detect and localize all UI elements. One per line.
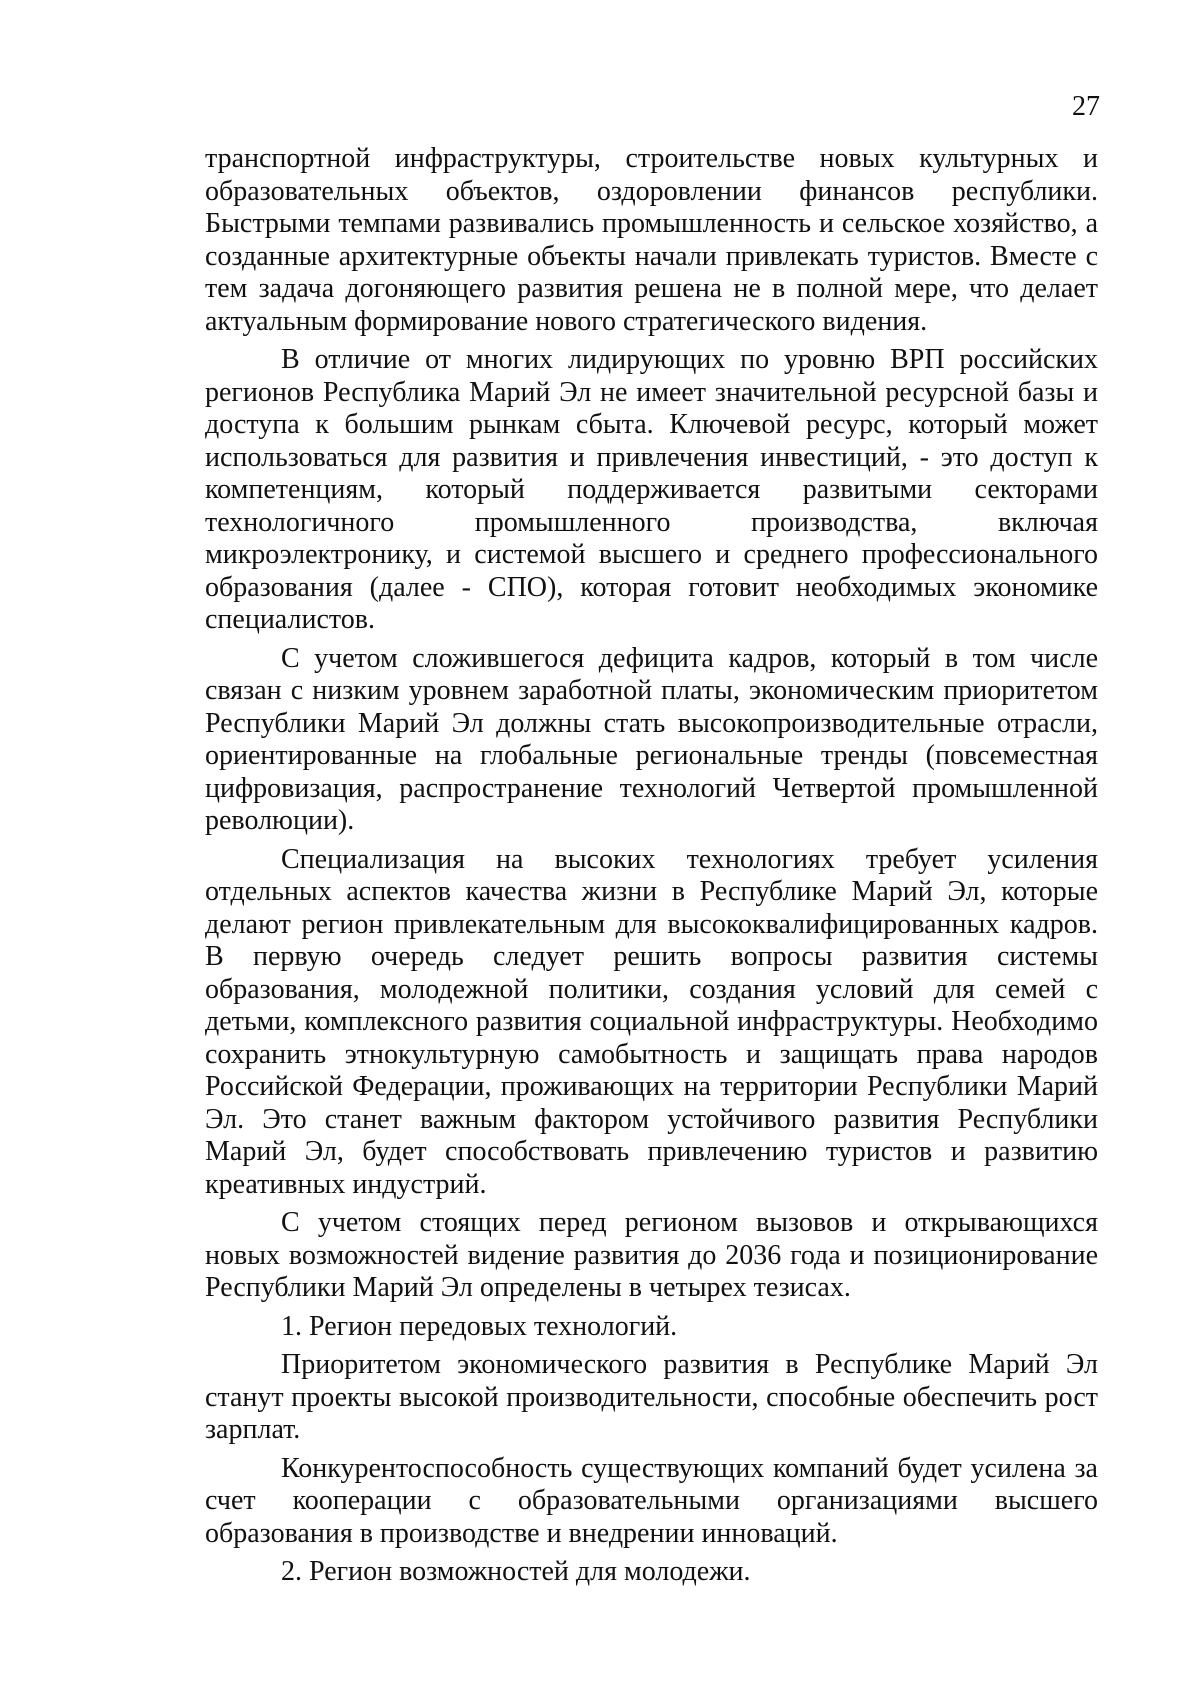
paragraph-vision-theses: С учетом стоящих перед регионом вызовов и открывающихся новых возможностей видение развития до 2036 года и позиционирование Республики Марий Эл определены в четырех тезисах.	[205, 1207, 1098, 1303]
paragraph-competitiveness: Конкурентоспособность существующих компаний будет усилена за счет кооперации с образовательными организациями высшего образования в производстве и внедрении инноваций.	[205, 1452, 1098, 1549]
paragraph-economic-development: Приоритетом экономического развития в Республике Марий Эл станут проекты высокой производительности, способные обеспечить рост зарплат.	[205, 1349, 1098, 1445]
document-body	[205, 143, 1098, 1589]
paragraph-quality-of-life: Специализация на высоких технологиях требует усиления отдельных аспектов качества жизни в Республике Марий Эл, которые делают регион привлекательным для высококвалифицированных кадров. В первую очередь следует решить вопросы развития системы образования, молодежной политики, создания условий для семей с детьми, комплексного развития социальной инфраструктуры. Необходимо сохранить этнокультурную самобытность и защищать права народов Российской Федерации, проживающих на территории Республики Марий Эл. Это станет важным фактором устойчивого развития Республики Марий Эл, будет способствовать привлечению туристов и развитию креативных индустрий.	[205, 843, 1098, 1200]
paragraph-competencies: В отличие от многих лидирующих по уровню ВРП российских регионов Республика Марий Эл не имеет значительной ресурсной базы и доступа к большим рынкам сбыта. Ключевой ресурс, который может использоваться для развития и привлечения инвестиций, - это доступ к компетенциям, который поддерживается развитыми секторами технологичного промышленного производства, включая микроэлектронику, и системой высшего и среднего профессионального образования (далее - СПО), которая готовит необходимых экономике специалистов.	[205, 344, 1098, 635]
thesis-2-heading: 2. Регион возможностей для молодежи.	[281, 1556, 751, 1587]
paragraph-infrastructure-continuation: транспортной инфраструктуры, строительстве новых культурных и образовательных объектов, оздоровлении финансов республики. Быстрыми темпами развивались промышленность и сельское хозяйство, а созданные архитектурные объекты начали привлекать туристов. Вместе с тем задача догоняющего развития решена не в полной мере, что делает актуальным формирование нового стратегического видения.	[205, 143, 1098, 337]
paragraph-economic-priority: С учетом сложившегося дефицита кадров, который в том числе связан с низким уровнем заработной платы, экономическим приоритетом Республики Марий Эл должны стать высокопроизводительные отрасли, ориентированные на глобальные региональные тренды (повсеместная цифровизация, распространение технологий Четвертой промышленной революции).	[205, 642, 1098, 836]
page-number: 27	[1072, 91, 1100, 122]
thesis-1-heading: 1. Регион передовых технологий.	[281, 1310, 678, 1342]
